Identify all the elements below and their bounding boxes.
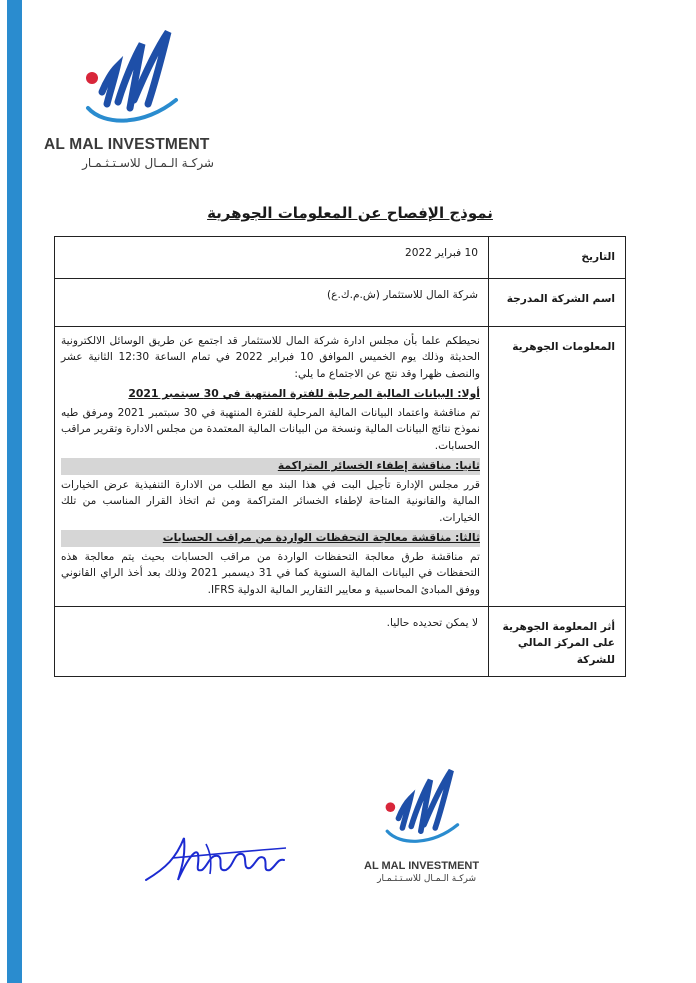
section-heading-1: أولا: البيانات المالية المرحلية للفترة المنتهية في 30 سبتمبر 2021 (128, 387, 480, 401)
table-row (55, 327, 626, 607)
logo-text-en: AL MAL INVESTMENT (44, 136, 210, 153)
company-logo (44, 30, 234, 180)
intro-paragraph: نحيطكم علما بأن مجلس ادارة شركة المال للاستثمار قد اجتمع عن طريق الوسائل الالكترونية الحديثة وذلك يوم الخميس الموافق 10 فبراير 2022 في تمام الساعة 12:30 الثانية عشر والنصف ظهرا وقد نتج عن الاجتماع ما يلي: (61, 335, 480, 380)
date-label: التاريخ (489, 237, 626, 279)
left-accent-bar (7, 0, 22, 983)
date-value: 10 فبراير 2022 (55, 237, 489, 279)
material-info-label: المعلومات الجوهرية (489, 327, 626, 607)
section-paragraph-1: تم مناقشة واعتماد البيانات المالية المرحلية للفترة المنتهية في 30 سبتمبر 2021 ومرفق طيه نموذج نتائج البيانات المالية ونسخة من البيانات المالية المعتمدة من مجلس الادارة وتقرير مراقب الحسابات. (61, 406, 481, 452)
section-heading-3: ثالثا: مناقشة معالجة التحفظات الواردة من مراقب الحسابات (61, 530, 480, 547)
impact-label: أثر المعلومة الجوهرية على المركز المالي للشركة (489, 607, 626, 677)
section-heading-2: ثانيا: مناقشة إطفاء الخسائر المتراكمة (61, 458, 480, 475)
table-row (55, 237, 626, 279)
table-row (55, 279, 626, 327)
footer-logo-mark-icon (384, 768, 464, 848)
table-row (55, 607, 626, 677)
document-title: نموذج الإفصاح عن المعلومات الجوهرية (207, 204, 493, 222)
disclosure-table (54, 236, 626, 677)
company-value: شركة المال للاستثمار (ش.م.ك.ع) (55, 279, 489, 327)
signature-icon (136, 828, 296, 888)
section-paragraph-3: تم مناقشة طرق معالجة التحفظات الواردة من مراقب الحسابات بحيث يتم معالجة هذه التحفظات في البيانات المالية السنوية كما في 31 ديسمبر 2021 وذلك بعد أخذ الراي القانوني ووفق المبادئ المحاسبية و معايير التقارير المالية الدولية IFRS. (61, 550, 480, 596)
footer-logo-text-ar: شركـة الـمـال للاسـتـثـمـار (377, 874, 476, 884)
footer-logo-text-en: AL MAL INVESTMENT (364, 860, 480, 872)
impact-value: لا يمكن تحديده حاليا. (55, 607, 489, 677)
section-paragraph-2: قرر مجلس الإدارة تأجيل البت في هذا البند مع الطلب من الادارة التنفيذية عرض الخيارات المالية والقانونية المتاحة لإطفاء الخسائر المتراكمة ومن ثم اتخاذ القرار المناسب من تلك الخيارات. (61, 478, 480, 524)
footer-logo (364, 768, 494, 888)
material-info-body (55, 327, 489, 607)
logo-mark-icon (84, 30, 184, 128)
logo-text-ar: شركـة الـمـال للاسـتـثـمـار (82, 156, 214, 170)
company-label: اسم الشركة المدرجة (489, 279, 626, 327)
